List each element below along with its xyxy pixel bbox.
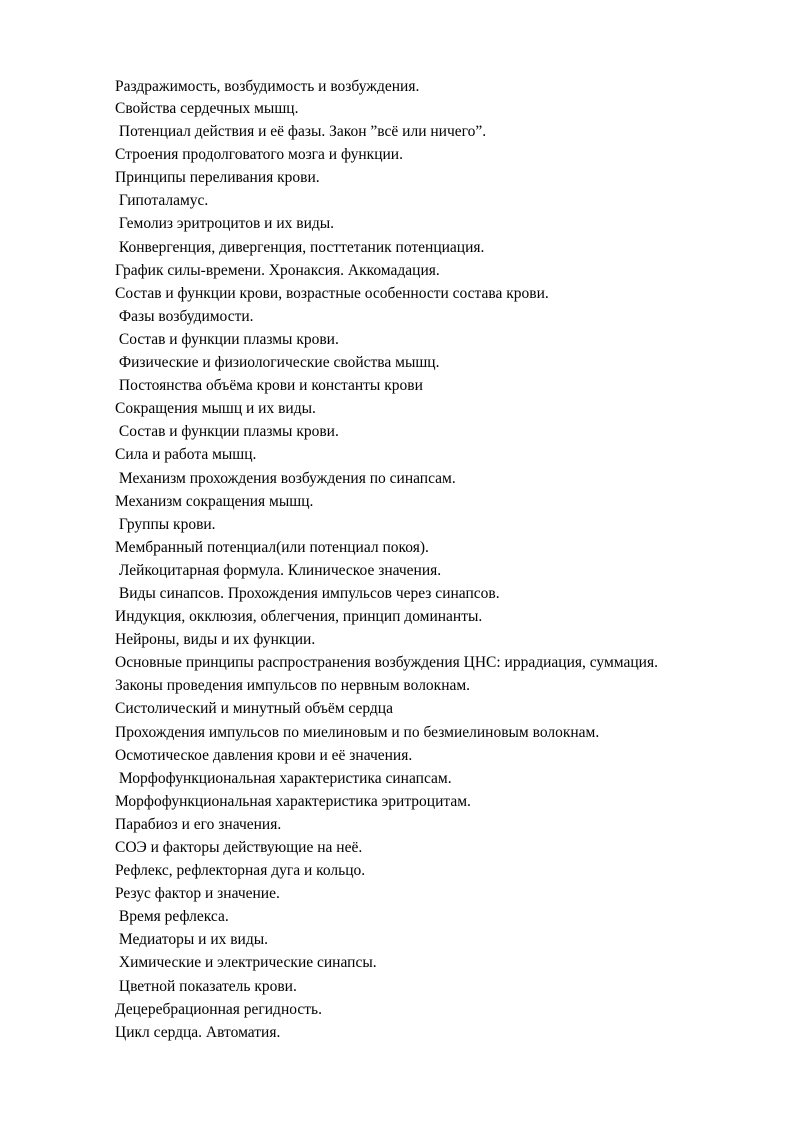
text-line: Свойства сердечных мышц. [115,100,299,117]
question-list [115,77,775,1044]
text-line: Сила и работа мышц. [115,446,257,464]
text-line: Рефлекс, рефлекторная дуга и кольцо. [115,862,366,880]
text-line: Раздражимость, возбудимость и возбуждения. [115,78,420,95]
text-line: Основные принципы распространения возбуждения ЦНС: иррадиация, суммация. [115,654,658,672]
text-line: График силы-времени. Хронаксия. Аккомадация. [115,261,440,279]
text-line: Цикл сердца. Автоматия. [115,1023,281,1041]
text-line: Физические и физиологические свойства мышц. [115,354,440,372]
text-line: Нейроны, виды и их функции. [115,631,316,649]
text-line: Децеребрационная регидность. [115,1000,322,1018]
text-line: Медиаторы и их виды. [115,931,269,949]
text-line: Осмотическое давления крови и её значения. [115,746,413,764]
text-line: Гипоталамус. [115,192,209,210]
text-line: Парабиоз и его значения. [115,815,282,833]
text-line: Конвергенция, дивергенция, посттетаник потенциация. [115,238,485,256]
text-line: Индукция, окклюзия, облегчения, принцип доминанты. [115,608,483,626]
text-line: Состав и функции плазмы крови. [115,330,339,348]
text-line: Механизм сокращения мышц. [115,492,314,510]
text-line: Химические и электрические синапсы. [115,954,377,972]
text-line: Фазы возбудимости. [115,307,254,325]
text-line: Состав и функции плазмы крови. [115,423,339,441]
text-line: Время рефлекса. [115,908,229,926]
text-line: СОЭ и факторы действующие на неё. [115,839,363,856]
text-line: Механизм прохождения возбуждения по синапсам. [115,469,456,487]
text-line: Виды синапсов. Прохождения импульсов через синапсов. [115,584,500,602]
text-line: Законы проведения импульсов по нервным волокнам. [115,677,471,695]
text-line: Мембранный потенциал(или потенциал покоя). [115,538,429,556]
text-line: Потенциал действия и её фазы. Закон ”всё или ничего”. [115,123,487,141]
text-line: Постоянства объёма крови и константы крови [115,377,423,395]
text-line: Принципы переливания крови. [115,169,320,187]
text-line: Гемолиз эритроцитов и их виды. [115,215,335,233]
text-line: Резус фактор и значение. [115,885,280,903]
text-line: Систолический и минутный объём сердца [115,700,393,718]
text-line: Морфофункциональная характеристика синапсам. [115,769,452,787]
text-line: Морфофункциональная характеристика эритроцитам. [115,792,471,810]
text-line: Прохождения импульсов по миелиновым и по безмиелиновым волокнам. [115,723,600,741]
text-line: Состав и функции крови, возрастные особенности состава крови. [115,284,549,302]
text-line: Цветной показатель крови. [115,977,297,995]
text-line: Строения продолговатого мозга и функции. [115,146,403,164]
text-line: Группы крови. [115,515,216,533]
text-line: Лейкоцитарная формула. Клиническое значения. [115,561,442,579]
text-line: Сокращения мышц и их виды. [115,400,316,418]
